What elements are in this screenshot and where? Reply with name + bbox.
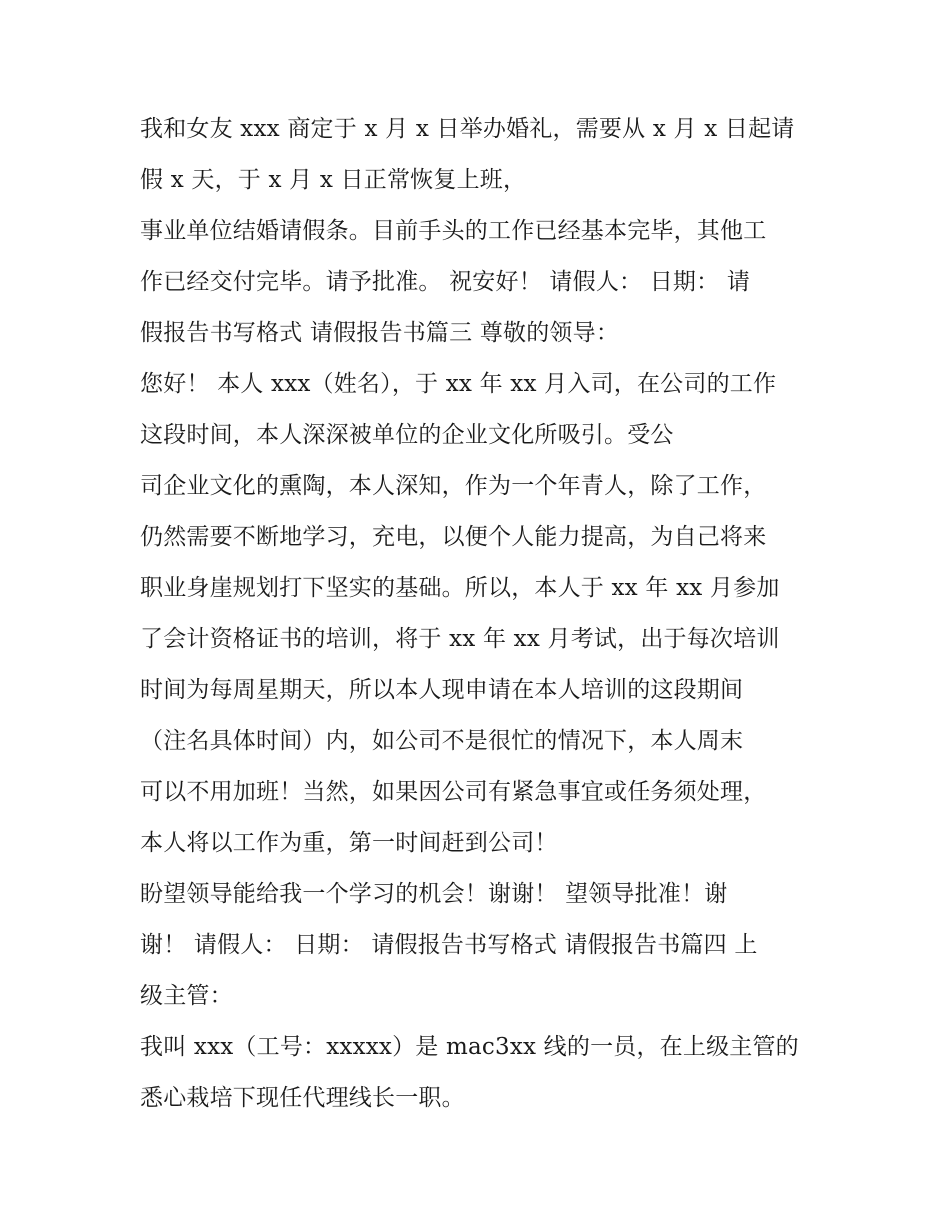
text-line-5: 假报告书写格式 请假报告书篇三 尊敬的领导： bbox=[140, 320, 620, 346]
text-line-16: 盼望领导能给我一个学习的机会！谢谢！ 望领导批准！谢 bbox=[140, 881, 728, 907]
text-line-8: 司企业文化的熏陶，本人深知，作为一个年青人，除了工作， bbox=[140, 473, 767, 499]
text-line-2: 假 x 天，于 x 月 x 日正常恢复上班， bbox=[140, 167, 527, 193]
text-line-19: 我叫 xxx（工号：xxxxx）是 mac3xx 线的一员，在上级主管的 bbox=[140, 1034, 799, 1060]
text-line-6: 您好！ 本人 xxx（姓名），于 xx 年 xx 月入司，在公司的工作 bbox=[140, 371, 777, 397]
text-line-18: 级主管： bbox=[140, 983, 233, 1009]
text-line-10: 职业身崖规划打下坚实的基础。所以，本人于 xx 年 xx 月参加 bbox=[140, 575, 780, 601]
text-line-17: 谢！ 请假人： 日期： 请假报告书写格式 请假报告书篇四 上 bbox=[140, 932, 758, 958]
text-line-1: 我和女友 xxx 商定于 x 月 x 日举办婚礼，需要从 x 月 x 日起请 bbox=[140, 116, 795, 142]
text-line-14: 可以不用加班！当然，如果因公司有紧急事宜或任务须处理， bbox=[140, 779, 767, 805]
text-line-3: 事业单位结婚请假条。目前手头的工作已经基本完毕，其他工 bbox=[140, 218, 767, 244]
document-body bbox=[140, 104, 830, 1124]
text-line-13: （注名具体时间）内，如公司不是很忙的情况下，本人周末 bbox=[140, 728, 744, 754]
text-line-4: 作已经交付完毕。请予批准。 祝安好！ 请假人： 日期： 请 bbox=[140, 269, 751, 295]
text-line-9: 仍然需要不断地学习，充电，以便个人能力提高，为自己将来 bbox=[140, 524, 767, 550]
text-line-20: 悉心栽培下现任代理线长一职。 bbox=[140, 1085, 465, 1111]
text-line-12: 时间为每周星期天，所以本人现申请在本人培训的这段期间 bbox=[140, 677, 744, 703]
text-line-11: 了会计资格证书的培训，将于 xx 年 xx 月考试，出于每次培训 bbox=[140, 626, 780, 652]
text-line-7: 这段时间，本人深深被单位的企业文化所吸引。受公 bbox=[140, 422, 674, 448]
text-line-15: 本人将以工作为重，第一时间赶到公司！ bbox=[140, 830, 558, 856]
